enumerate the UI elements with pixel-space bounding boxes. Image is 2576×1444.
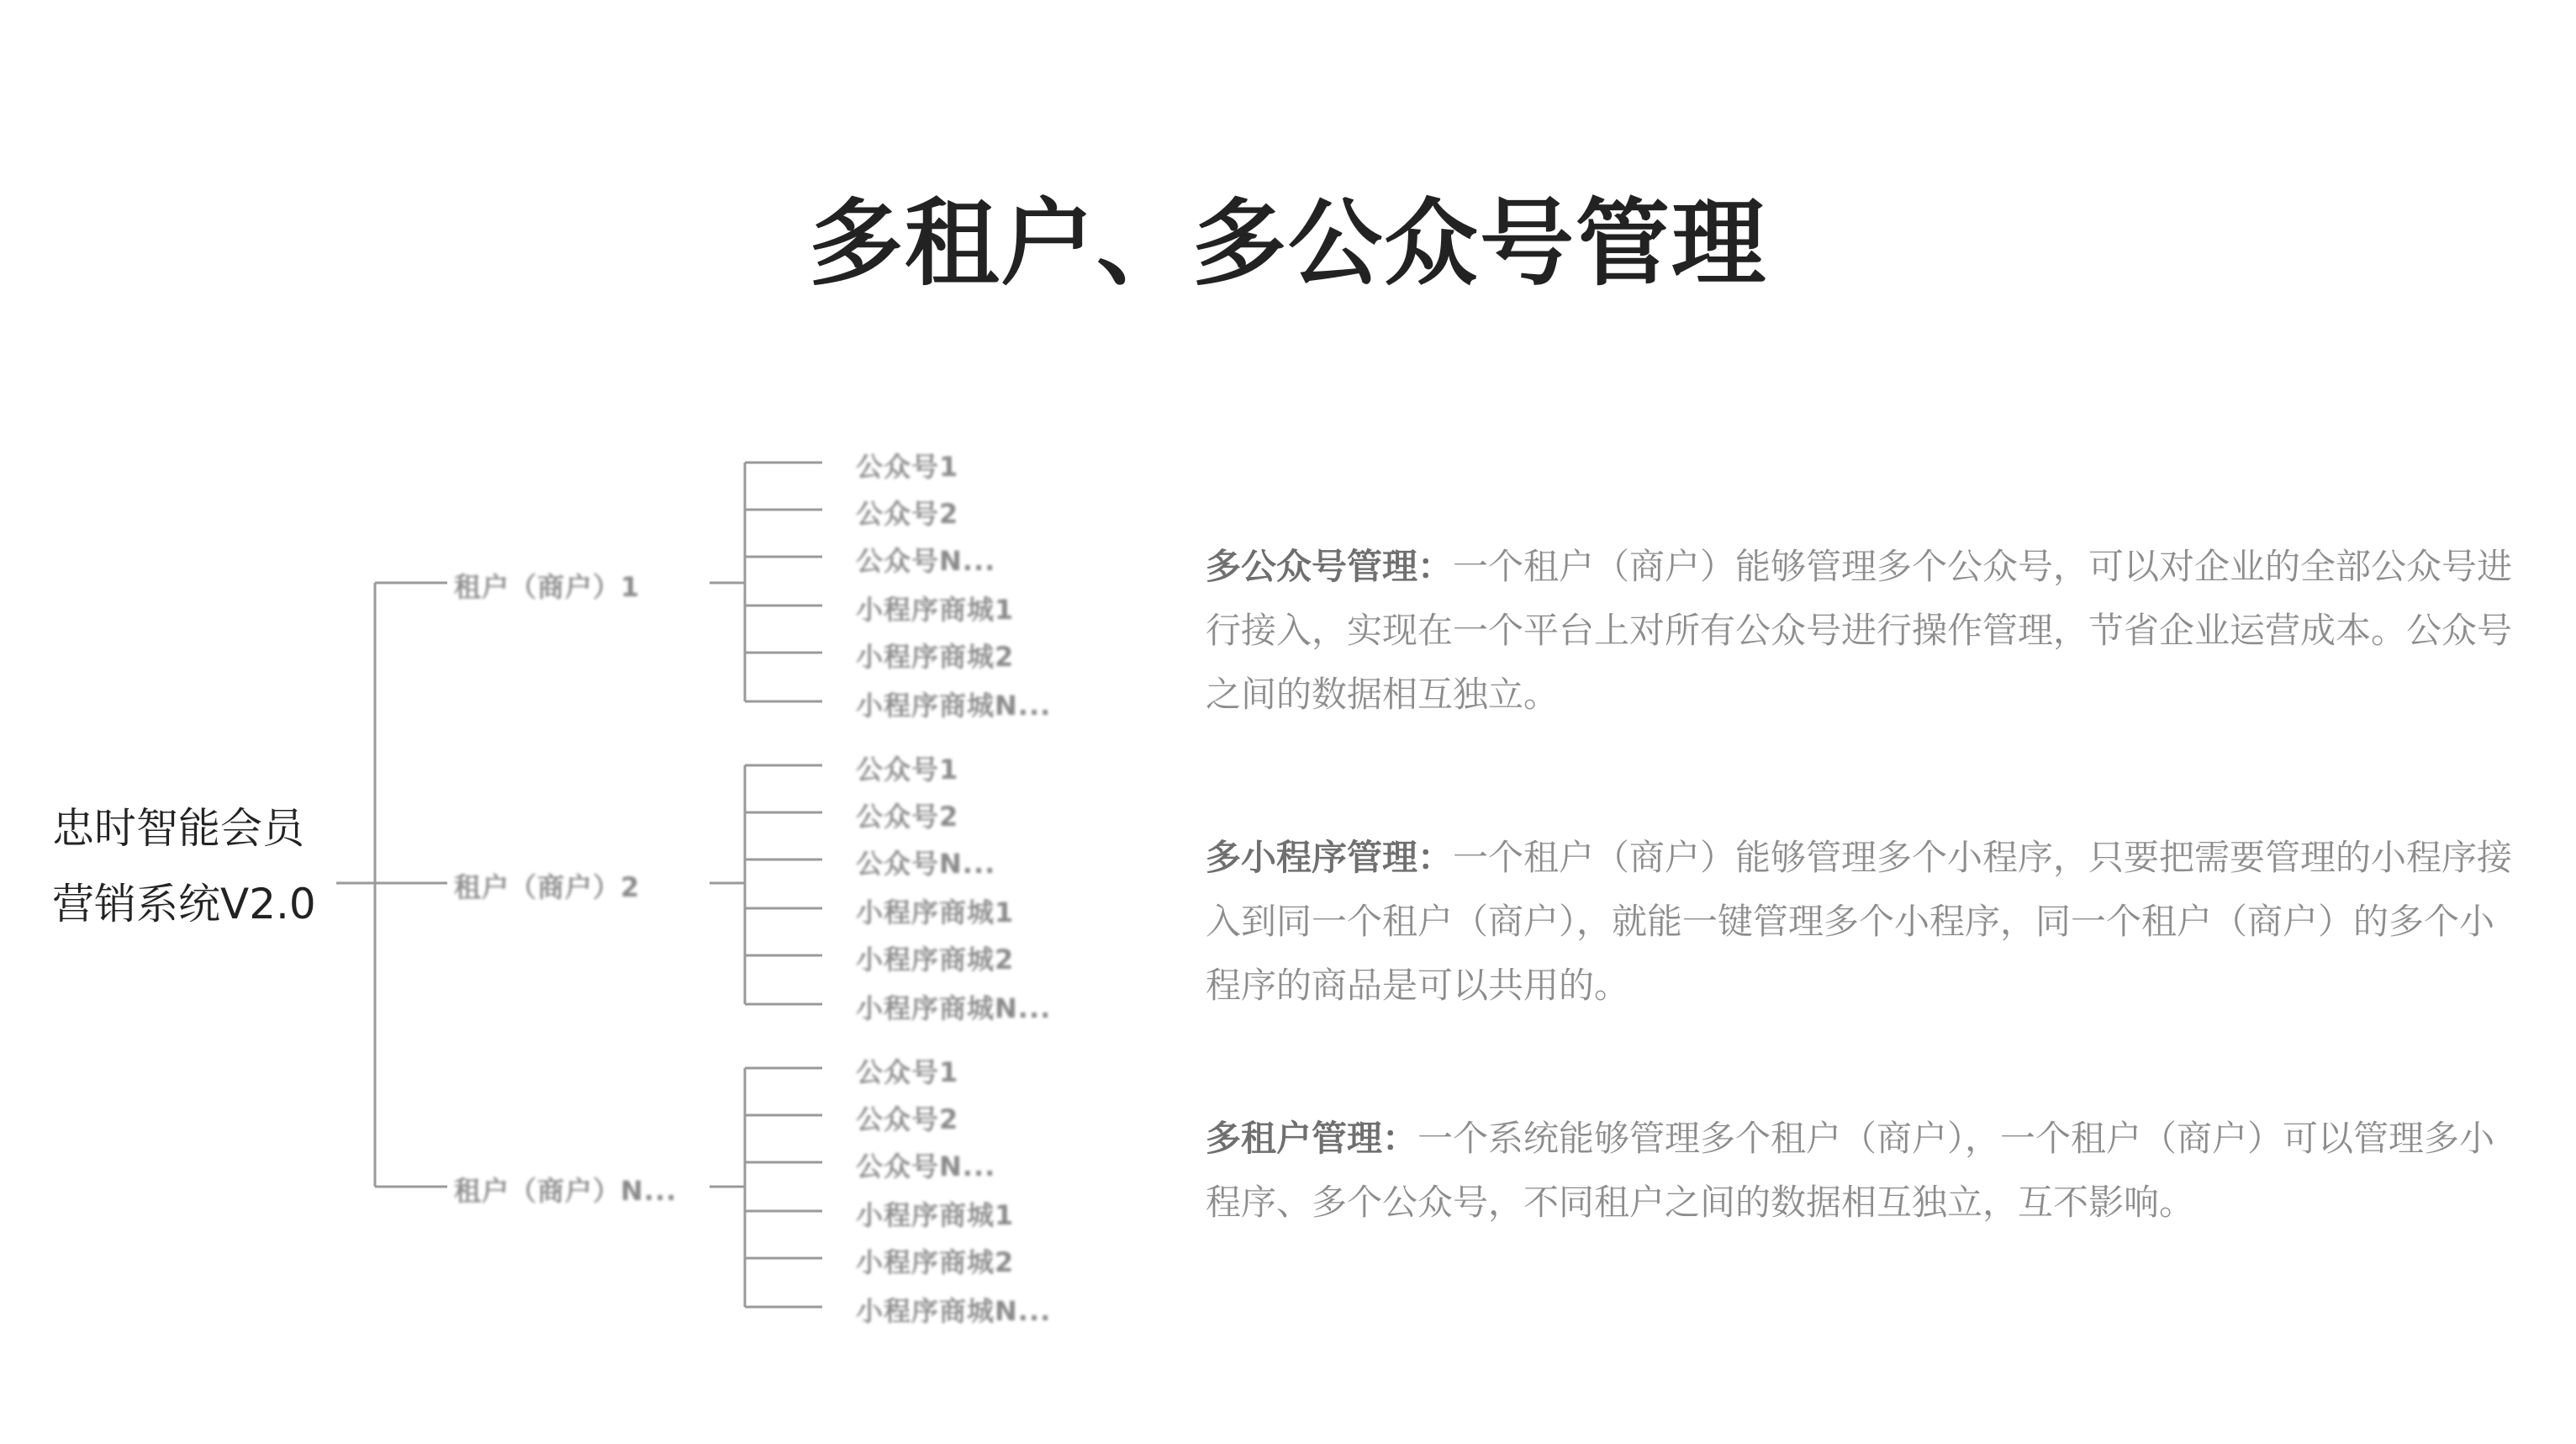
tenant-1-label: 租户（商户）1 bbox=[454, 571, 641, 603]
leaf-item: 公众号N... bbox=[856, 848, 996, 880]
leaf-item: 公众号N... bbox=[856, 1150, 996, 1182]
leaf-item: 小程序商城N... bbox=[856, 690, 1052, 722]
leaf-item: 小程序商城1 bbox=[856, 1199, 1015, 1231]
tenant-N-label: 租户（商户）N... bbox=[454, 1175, 678, 1207]
leaf-item: 小程序商城1 bbox=[856, 897, 1015, 928]
leaf-item: 公众号1 bbox=[856, 1056, 959, 1088]
leaf-item: 小程序商城2 bbox=[856, 641, 1015, 673]
leaf-item: 小程序商城2 bbox=[856, 944, 1015, 976]
leaf-item: 公众号N... bbox=[856, 545, 996, 577]
description-lead: 多租户管理： bbox=[1206, 1118, 1418, 1159]
description-lead: 多小程序管理： bbox=[1206, 837, 1454, 878]
leaf-item: 小程序商城N... bbox=[856, 992, 1052, 1024]
description-mini-programs bbox=[1206, 826, 2517, 1018]
leaf-item: 公众号1 bbox=[856, 451, 959, 483]
root-node-line2: 营销系统V2.0 bbox=[52, 880, 316, 928]
description-lead: 多公众号管理： bbox=[1206, 546, 1454, 587]
leaf-item: 公众号2 bbox=[856, 1103, 959, 1135]
description-text: 一个系统能够管理多个租户（商户），一个租户（商户）可以管理多小程序、多个公众号，不同租户之间的数据相互独立，互不影响。 bbox=[1206, 1118, 2495, 1223]
description-tenants bbox=[1206, 1107, 2517, 1235]
leaf-item: 公众号1 bbox=[856, 754, 959, 785]
description-official-accounts bbox=[1206, 535, 2517, 727]
description-text: 一个租户（商户）能够管理多个公众号，可以对企业的全部公众号进行接入，实现在一个平台上对所有公众号进行操作管理，节省企业运营成本。公众号之间的数据相互独立。 bbox=[1206, 546, 2513, 715]
leaf-item: 小程序商城2 bbox=[856, 1246, 1015, 1278]
leaf-item: 小程序商城1 bbox=[856, 594, 1015, 626]
leaf-item: 公众号2 bbox=[856, 801, 959, 833]
root-node-line1: 忠时智能会员 bbox=[52, 804, 304, 853]
leaf-item: 小程序商城N... bbox=[856, 1295, 1052, 1327]
page-title: 多租户、多公众号管理 bbox=[809, 189, 1767, 299]
leaf-item: 公众号2 bbox=[856, 498, 959, 530]
tenant-2-label: 租户（商户）2 bbox=[454, 871, 641, 903]
description-text: 一个租户（商户）能够管理多个小程序，只要把需要管理的小程序接入到同一个租户（商户），就能一键管理多个小程序，同一个租户（商户）的多个小程序的商品是可以共用的。 bbox=[1206, 837, 2513, 1006]
